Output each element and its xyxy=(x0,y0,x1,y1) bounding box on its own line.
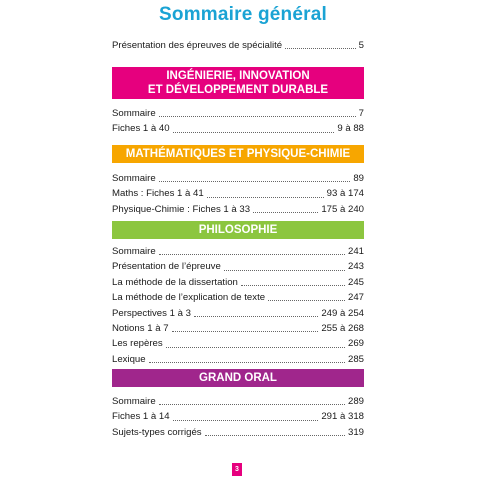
toc-entry[interactable] xyxy=(112,171,364,186)
toc-entry-label: Sommaire xyxy=(112,108,156,119)
toc-entry[interactable] xyxy=(112,244,364,259)
toc-entry-label: La méthode de l’explication de texte xyxy=(112,292,266,304)
toc-entry[interactable] xyxy=(112,321,364,336)
toc-entry[interactable] xyxy=(112,352,364,367)
toc-entry-label: Présentation des épreuves de spécialité xyxy=(112,40,283,51)
dot-leader xyxy=(194,316,318,317)
toc-entry[interactable] xyxy=(112,336,364,351)
section-banner xyxy=(112,145,364,163)
toc-entry-page: 245 xyxy=(347,276,364,288)
dot-leader xyxy=(159,116,356,117)
toc-entry-page: 5 xyxy=(358,40,364,51)
toc-entry-page: 7 xyxy=(358,108,364,119)
toc-entry[interactable] xyxy=(112,275,364,290)
toc-entry[interactable] xyxy=(112,306,364,321)
toc-entry[interactable] xyxy=(112,186,364,201)
toc-entry-page: 89 xyxy=(353,173,364,184)
dot-leader xyxy=(205,435,345,436)
toc-entry-label: La méthode de la dissertation xyxy=(112,276,238,288)
dot-leader xyxy=(172,331,319,332)
toc-entry-page: 243 xyxy=(347,261,364,273)
toc-entry-page: 291 à 318 xyxy=(321,411,364,423)
toc-entry-label: Fiches 1 à 14 xyxy=(112,411,170,423)
toc-entry-label: Sommaire xyxy=(112,173,156,184)
toc-entry[interactable] xyxy=(112,394,364,409)
toc-entry-page: 319 xyxy=(347,426,364,438)
section-banner xyxy=(112,369,364,387)
dot-leader xyxy=(173,420,319,421)
toc-entry[interactable] xyxy=(112,409,364,424)
section-grand-oral xyxy=(112,369,364,440)
toc-entry-label: Lexique xyxy=(112,353,146,365)
dot-leader xyxy=(207,197,324,198)
toc-entry-label: Notions 1 à 7 xyxy=(112,323,169,335)
section-banner-line: INGÉNIERIE, INNOVATION xyxy=(166,70,310,82)
toc-entry-label: Sommaire xyxy=(112,246,156,257)
toc-entry-label: Les repères xyxy=(112,338,163,350)
dot-leader xyxy=(241,285,345,286)
toc-entry-label: Perspectives 1 à 3 xyxy=(112,307,191,319)
dot-leader xyxy=(159,254,345,255)
toc-entry-label: Sujets-types corrigés xyxy=(112,426,202,438)
toc-entry-page: 9 à 88 xyxy=(337,123,364,135)
toc-entry-intro[interactable] xyxy=(112,38,364,53)
section-banner-line: ET DÉVELOPPEMENT DURABLE xyxy=(147,84,329,96)
dot-leader xyxy=(253,212,318,213)
toc-entry[interactable] xyxy=(112,425,364,440)
toc-entry-page: 249 à 254 xyxy=(321,307,364,319)
section-banner-line: GRAND ORAL xyxy=(199,372,277,384)
toc-entry[interactable] xyxy=(112,106,364,121)
page-number-badge: 3 xyxy=(232,463,242,476)
section-maths-physique xyxy=(112,145,364,217)
toc-entry-page: 285 xyxy=(347,353,364,365)
toc-entry-page: 175 à 240 xyxy=(321,203,364,215)
dot-leader xyxy=(173,132,335,133)
intro-entry-block xyxy=(112,38,364,53)
dot-leader xyxy=(285,48,356,49)
toc-entry-page: 289 xyxy=(347,396,364,407)
dot-leader xyxy=(166,347,345,348)
toc-entry-label: Sommaire xyxy=(112,396,156,407)
toc-entry[interactable] xyxy=(112,202,364,217)
section-banner xyxy=(112,67,364,99)
toc-entry-page: 247 xyxy=(347,292,364,304)
section-banner-line: MATHÉMATIQUES ET PHYSIQUE-CHIMIE xyxy=(125,148,351,160)
dot-leader xyxy=(224,270,345,271)
section-banner xyxy=(112,221,364,239)
section-ingenierie xyxy=(112,67,364,137)
toc-entry-label: Présentation de l’épreuve xyxy=(112,261,221,273)
dot-leader xyxy=(149,362,345,363)
dot-leader xyxy=(268,300,345,301)
toc-entry-page: 241 xyxy=(347,246,364,257)
toc-entry[interactable] xyxy=(112,259,364,274)
toc-entry-page: 269 xyxy=(347,338,364,350)
toc-entry-label: Physique-Chimie : Fiches 1 à 33 xyxy=(112,203,251,215)
section-philosophie xyxy=(112,221,364,367)
page-title: Sommaire général xyxy=(159,4,327,25)
dot-leader xyxy=(159,404,345,405)
toc-entry-page: 255 à 268 xyxy=(321,323,364,335)
toc-entry[interactable] xyxy=(112,290,364,305)
toc-entry-page: 93 à 174 xyxy=(326,188,364,200)
toc-entry[interactable] xyxy=(112,121,364,136)
toc-entry-label: Maths : Fiches 1 à 41 xyxy=(112,188,204,200)
dot-leader xyxy=(159,181,351,182)
toc-entry-label: Fiches 1 à 40 xyxy=(112,123,170,135)
section-banner-line: PHILOSOPHIE xyxy=(198,224,278,236)
